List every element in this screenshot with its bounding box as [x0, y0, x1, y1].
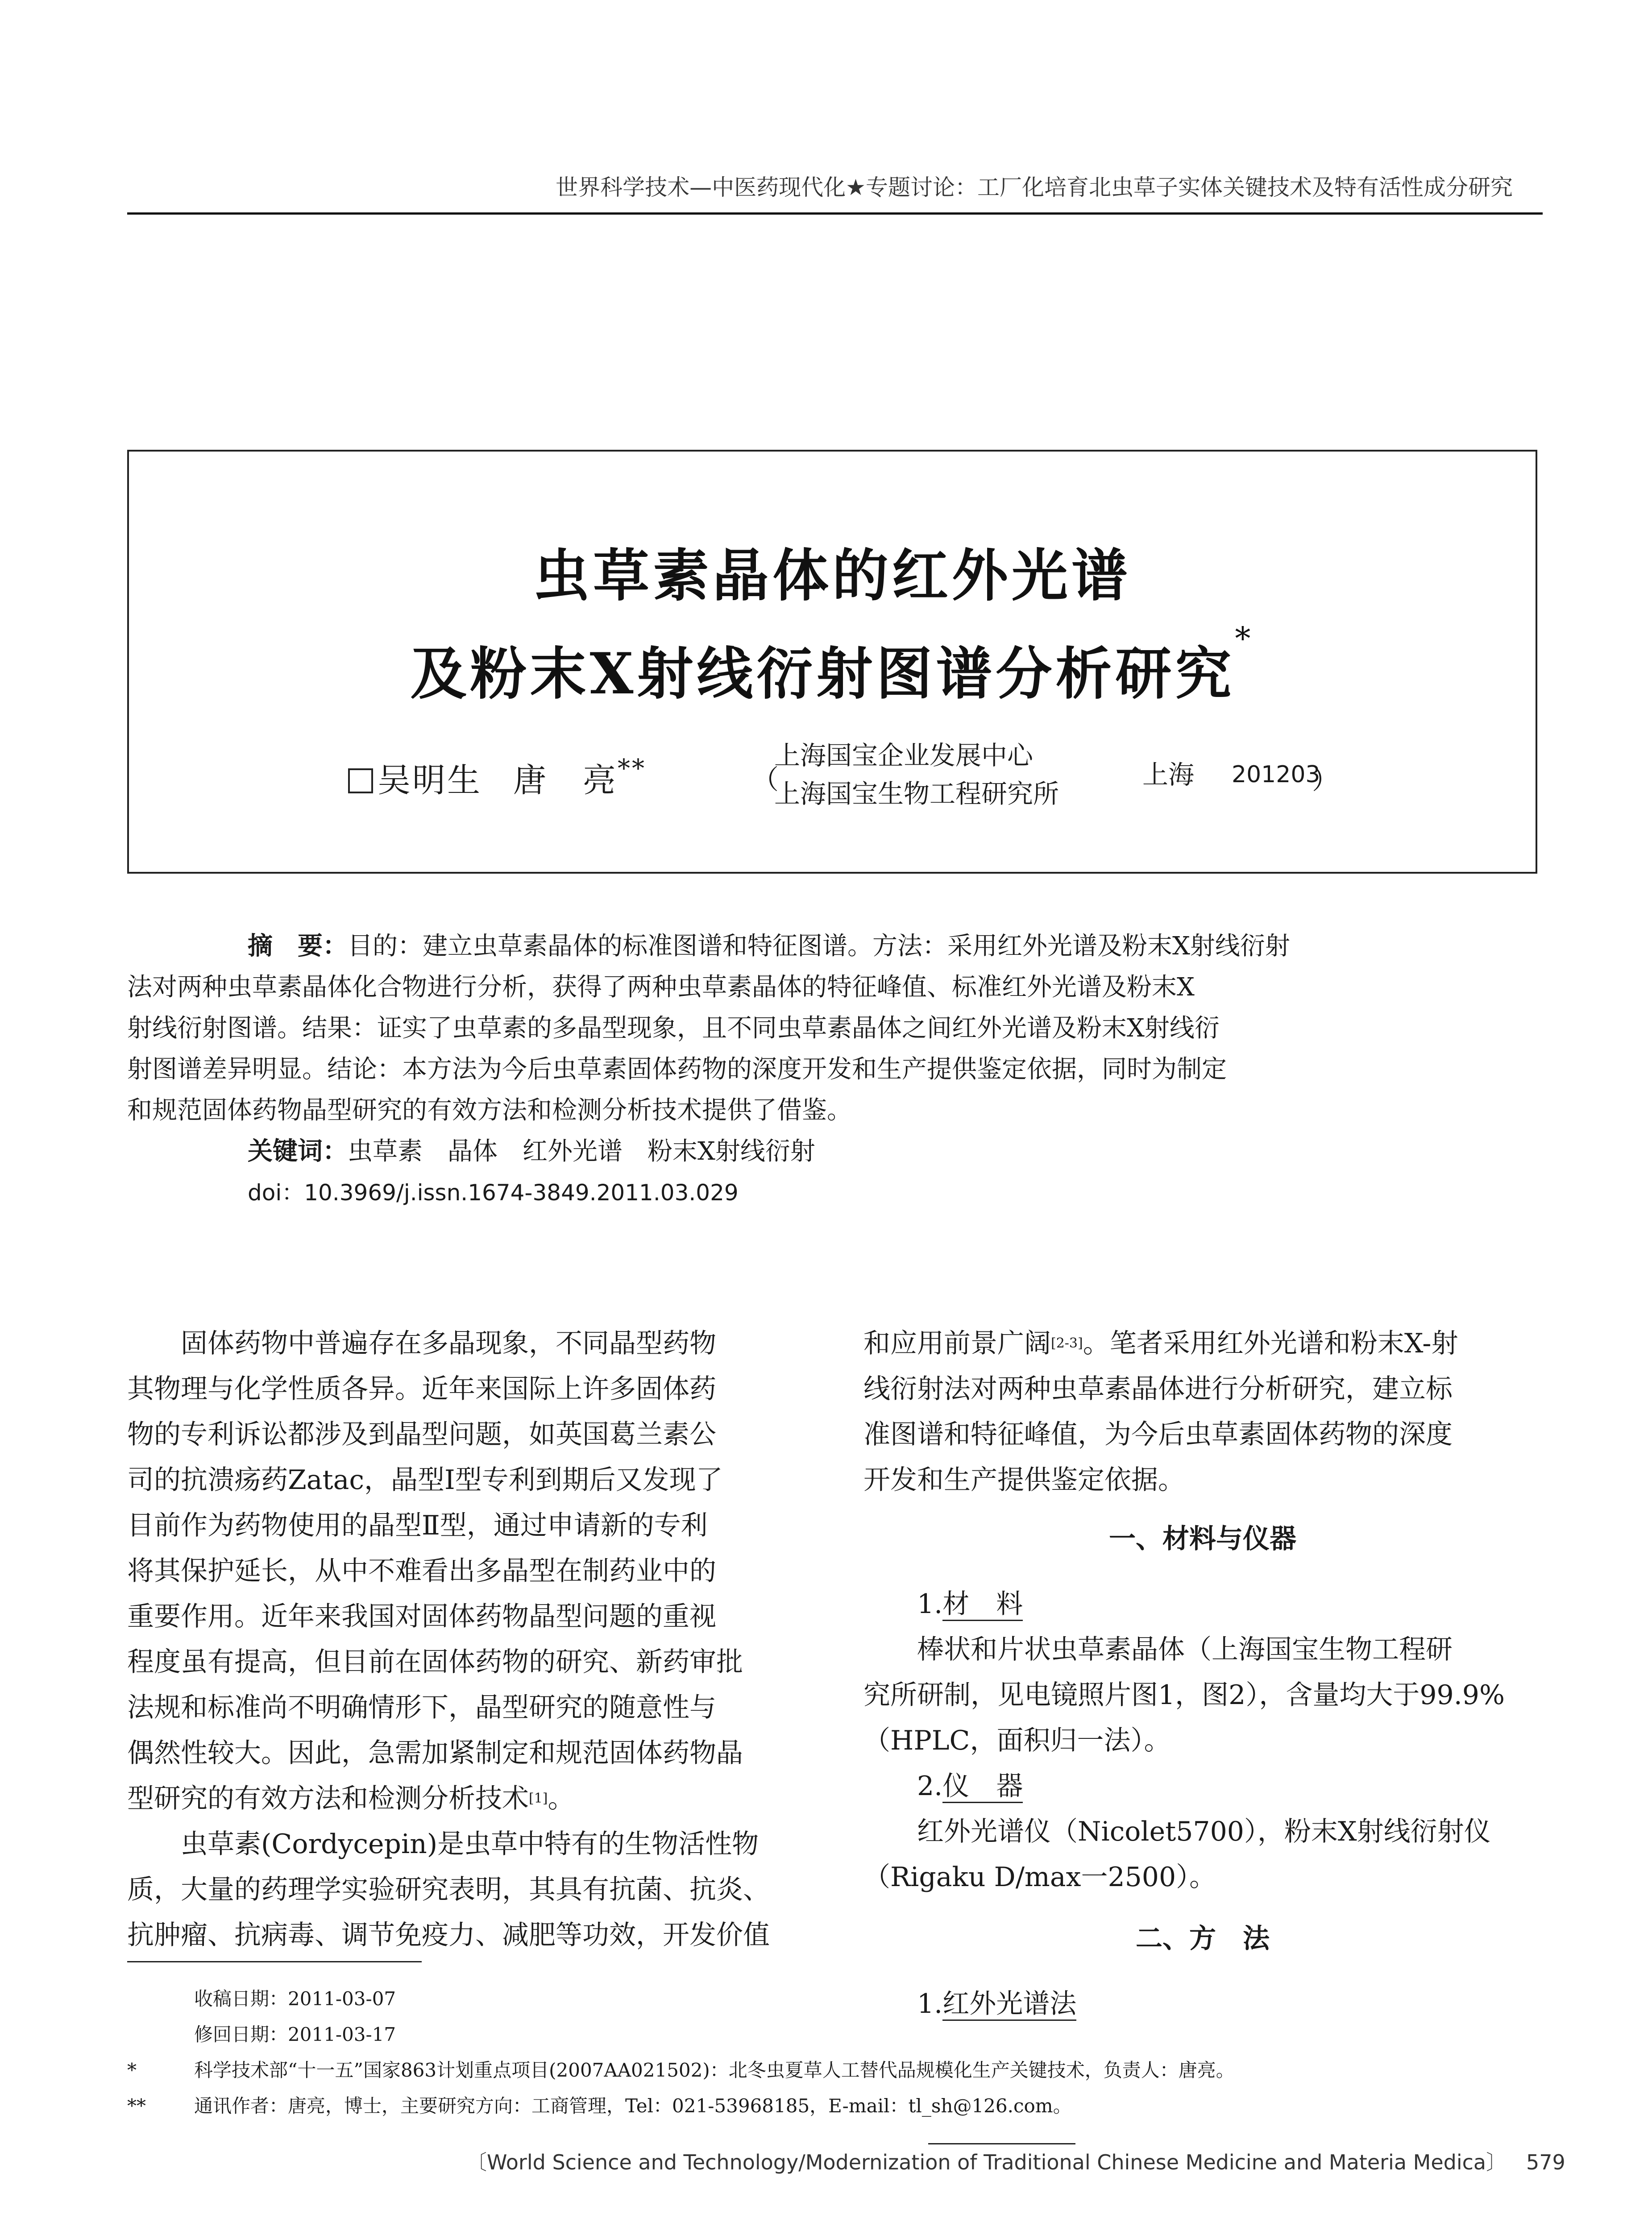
authors: [348, 754, 646, 801]
body-right-line: 线衍射法对两种虫草素晶体进行分析研究，建立标: [863, 1373, 1453, 1405]
body-right-column: [863, 1321, 1542, 2027]
affiliation-2: 上海国宝生物工程研究所: [774, 779, 1059, 809]
body-left-line: 物的专利诉讼都涉及到晶型问题，如英国葛兰素公: [127, 1419, 716, 1450]
box-icon: [348, 768, 373, 793]
footnotes: [127, 1981, 1537, 2124]
title-line-1: 虫草素晶体的红外光谱: [533, 543, 1131, 609]
body-left-line: 目前作为药物使用的晶型Ⅱ型，通过申请新的专利: [127, 1510, 708, 1541]
subheading-materials-title: 材 料: [942, 1588, 1023, 1621]
header-rule: [127, 212, 1543, 215]
body-right-line: 究所研制，见电镜照片图1，图2），含量均大于99.9%: [863, 1679, 1505, 1711]
abstract-line-3: 射线衍射图谱。结果：证实了虫草素的多晶型现象，且不同虫草素晶体之间红外光谱及粉末X射线衍: [127, 1014, 1220, 1043]
body-right-line: 红外光谱仪（Nicolet5700），粉末X射线衍射仪: [863, 1816, 1491, 1847]
body-right-line: 开发和生产提供鉴定依据。: [863, 1464, 1185, 1496]
contact-mark: **: [127, 2095, 146, 2117]
affiliation-1: 上海国宝企业发展中心: [774, 740, 1034, 771]
citation-ref: [2-3]: [1051, 1335, 1083, 1351]
body-left-last-end: 。: [548, 1783, 575, 1814]
revised-date: 修回日期：2011-03-17: [194, 2024, 396, 2045]
affiliation-postcode: 201203: [1232, 761, 1320, 788]
running-header: 世界科学技术—中医药现代化★专题讨论：工厂化培育北虫草子实体关键技术及特有活性成分研究: [556, 174, 1513, 200]
author-1: 吴明生: [378, 761, 482, 800]
body-right-line: （HPLC，面积归一法）。: [863, 1725, 1171, 1756]
body-left-line: 将其保护延长，从中不难看出多晶型在制药业中的: [127, 1555, 716, 1587]
affiliation-city: 上海: [1142, 759, 1195, 790]
body-left-line: 虫草素(Cordycepin)是虫草中特有的生物活性物: [127, 1829, 759, 1860]
subheading-instruments: [863, 1763, 1542, 1809]
email-rule: [928, 2143, 1075, 2144]
body-left-column: [127, 1321, 805, 1958]
citation-ref: [1]: [529, 1791, 548, 1806]
fund-mark: *: [127, 2059, 137, 2081]
body-left-line: 司的抗溃疡药Zatac，晶型Ⅰ型专利到期后又发现了: [127, 1464, 723, 1496]
body-left-line: 法规和标准尚不明确情形下，晶型研究的随意性与: [127, 1692, 716, 1723]
journal-footer: [466, 2146, 1565, 2176]
body-left-line: 固体药物中普遍存在多晶现象，不同晶型药物: [127, 1328, 716, 1359]
abstract-label: 摘 要：: [248, 932, 348, 961]
body-left-line: 质，大量的药理学实验研究表明，其具有抗菌、抗炎、: [127, 1874, 770, 1905]
footnote-rule: [127, 1961, 422, 1962]
subheading-ir-title: 红外光谱法: [942, 1988, 1076, 2021]
abstract-line-1: 目的：建立虫草素晶体的标准图谱和特征图谱。方法：采用红外光谱及粉末X射线衍射: [348, 932, 1290, 961]
body-right-line: （Rigaku D/max一2500）。: [863, 1862, 1216, 1893]
abstract-line-2: 法对两种虫草素晶体化合物进行分析，获得了两种虫草素晶体的特征峰值、标准红外光谱及粉末X: [127, 973, 1195, 1002]
body-left-line: 程度虽有提高，但目前在固体药物的研究、新药审批: [127, 1646, 743, 1678]
author-2-mark: **: [618, 754, 646, 783]
subheading-instruments-num: 2.: [917, 1771, 943, 1802]
abstract: [127, 926, 1493, 1213]
body-left-line: 其物理与化学性质各异。近年来国际上许多固体药: [127, 1373, 716, 1405]
fund-note: 科学技术部“十一五”国家863计划重点项目(2007AA021502)：北冬虫夏草人工替代品规模化生产关键技术，负责人：唐亮。: [194, 2059, 1235, 2081]
title-line-2: [127, 620, 1537, 710]
body-left-line: [127, 1776, 805, 1821]
keywords-label: 关键词：: [248, 1137, 348, 1166]
title-line-2-text: 及粉末X射线衍射图谱分析研究: [410, 641, 1235, 707]
subheading-ir-num: 1.: [917, 1988, 943, 2020]
abstract-line-5: 和规范固体药物晶型研究的有效方法和检测分析技术提供了借鉴。: [127, 1096, 852, 1125]
body-left-last-text: 型研究的有效方法和检测分析技术: [127, 1783, 529, 1814]
body-left-line: 偶然性较大。因此，急需加紧制定和规范固体药物晶: [127, 1738, 743, 1769]
subheading-instruments-title: 仪 器: [942, 1771, 1023, 1803]
contact-note: 通讯作者：唐亮，博士，主要研究方向：工商管理，Tel：021-53968185，E-mail：tl_sh@126.com。: [194, 2095, 1072, 2117]
keywords: 虫草素 晶体 红外光谱 粉末X射线衍射: [348, 1137, 815, 1166]
body-right-line: [863, 1321, 1542, 1366]
subheading-materials-num: 1.: [917, 1588, 943, 1620]
affiliation-open-paren: （: [752, 764, 779, 796]
title-mark: *: [1235, 620, 1254, 657]
section-heading-methods: 二、方 法: [1136, 1923, 1270, 1954]
body-right-line: 棒状和片状虫草素晶体（上海国宝生物工程研: [863, 1634, 1453, 1665]
page-number: 579: [1526, 2150, 1565, 2174]
journal-name: 〔World Science and Technology/Modernization of Traditional Chinese Medicine and Materia Medica〕: [466, 2150, 1507, 2174]
author-2: 唐 亮: [513, 761, 618, 800]
affiliation-close-paren: ）: [1312, 764, 1339, 796]
abstract-line-4: 射图谱差异明显。结论：本方法为今后虫草素固体药物的深度开发和生产提供鉴定依据，同时为制定: [127, 1055, 1227, 1084]
body-right-line: 准图谱和特征峰值，为今后虫草素固体药物的深度: [863, 1419, 1453, 1450]
body-right-line-1-pre: 和应用前景广阔: [863, 1328, 1051, 1359]
subheading-materials: [863, 1581, 1542, 1627]
doi: doi：10.3969/j.issn.1674-3849.2011.03.029: [248, 1180, 739, 1206]
section-heading-materials: 一、材料与仪器: [1109, 1523, 1296, 1555]
received-date: 收稿日期：2011-03-07: [194, 1988, 396, 2010]
body-left-line: 抗肿瘤、抗病毒、调节免疫力、减肥等功效，开发价值: [127, 1920, 770, 1951]
body-right-line-1-post: 。笔者采用红外光谱和粉末X-射: [1083, 1328, 1458, 1359]
body-left-line: 重要作用。近年来我国对固体药物晶型问题的重视: [127, 1601, 716, 1632]
